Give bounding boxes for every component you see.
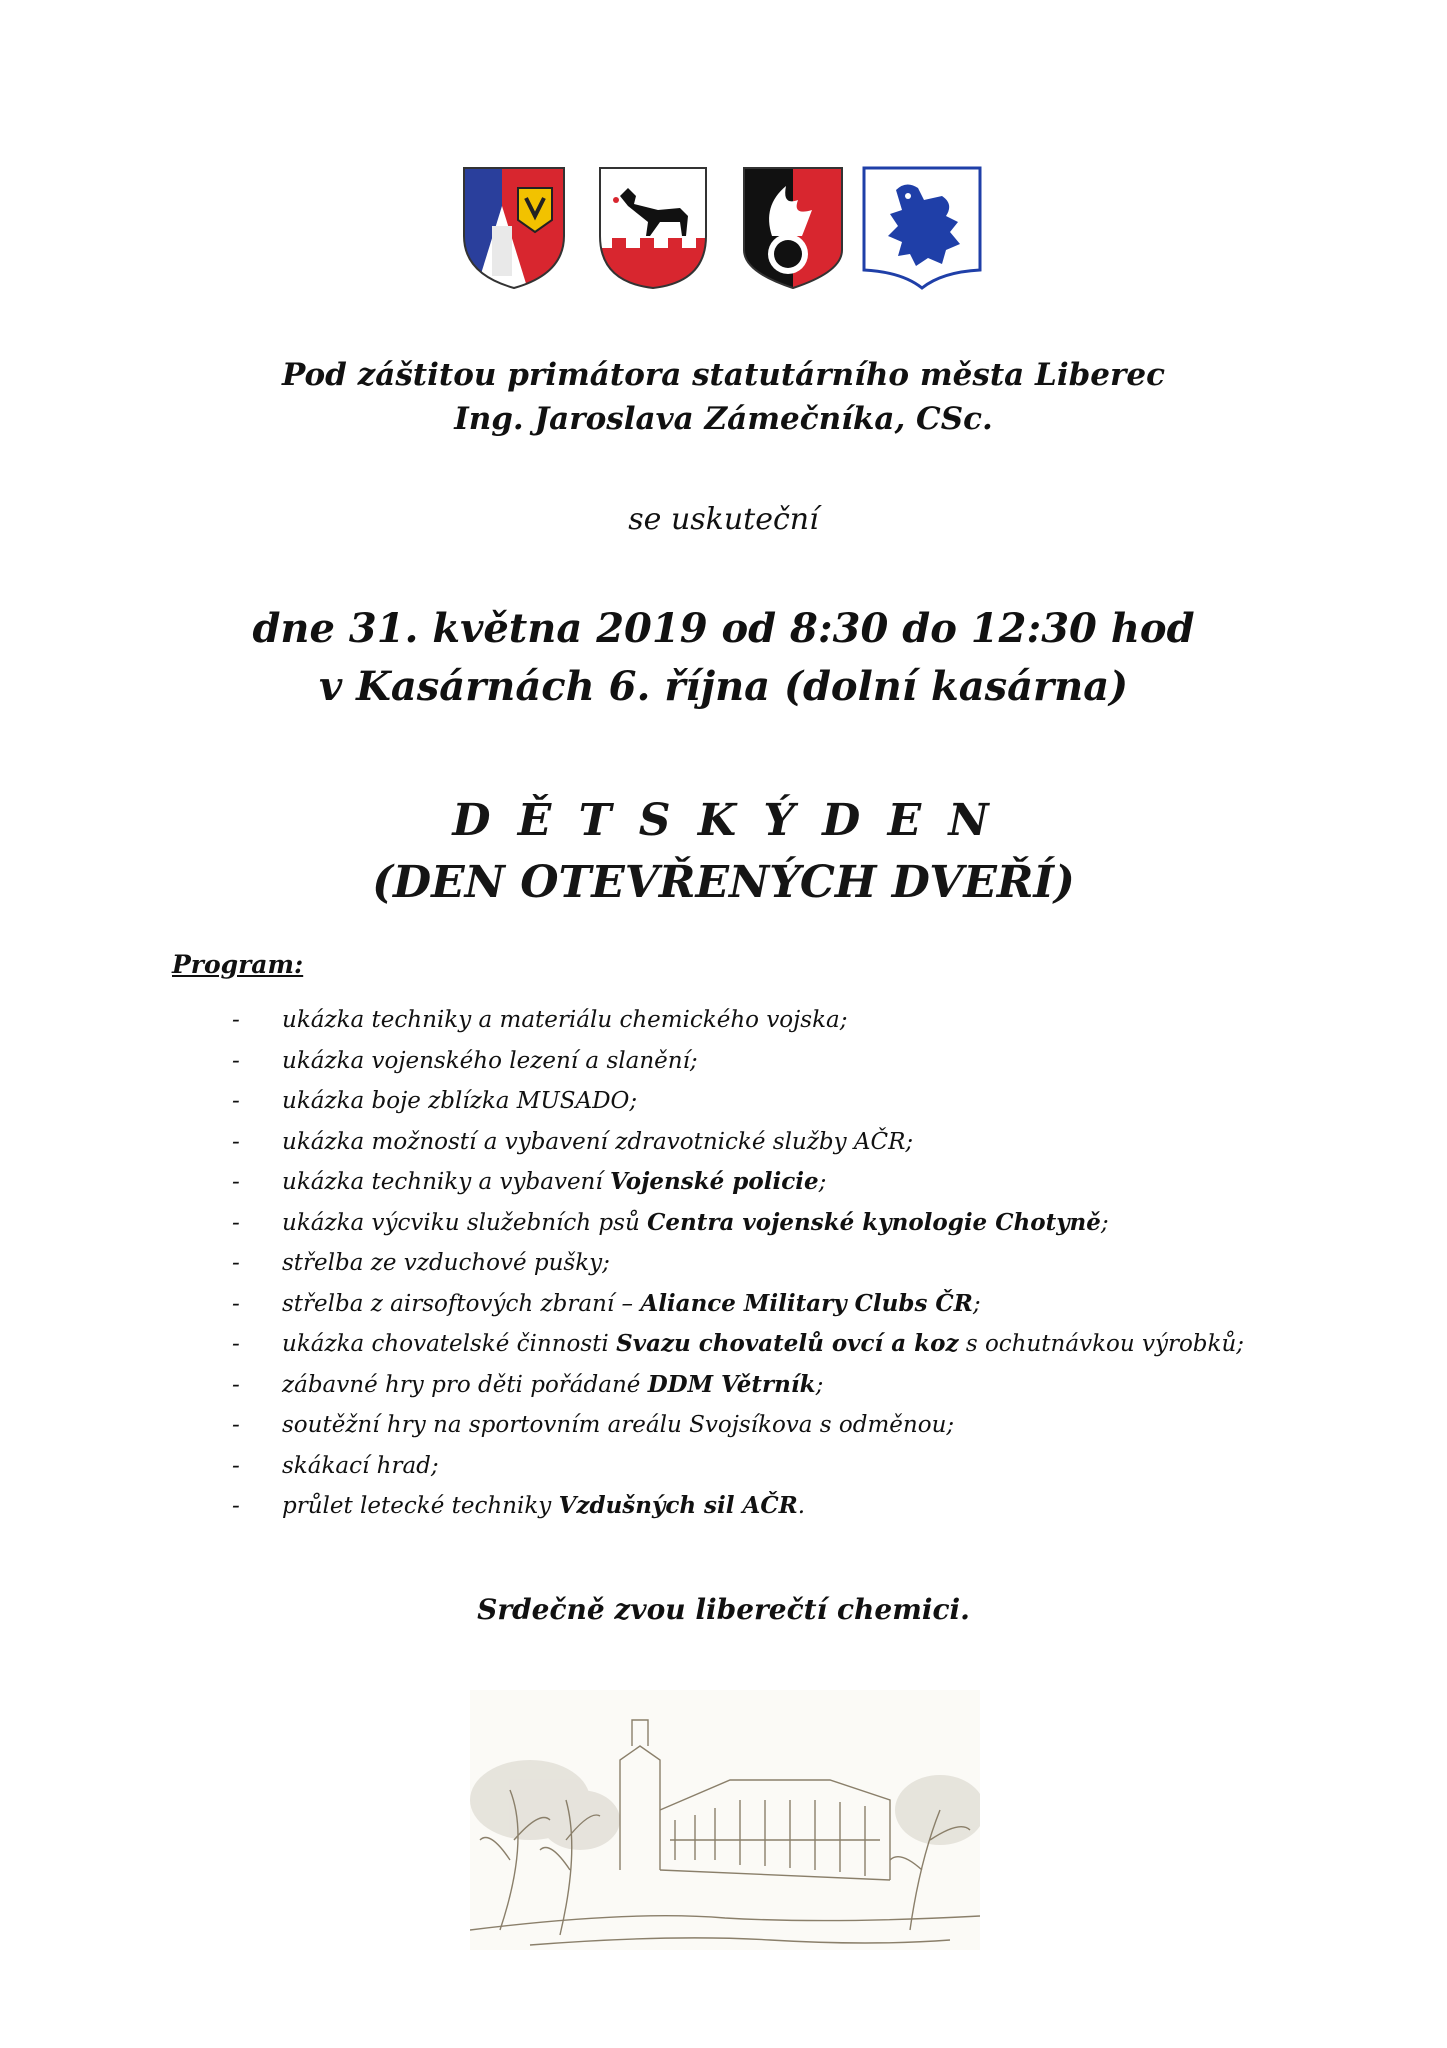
list-dash: -	[232, 1088, 240, 1114]
program-item-organizer: Vzdušných sil AČR	[558, 1492, 798, 1519]
list-dash: -	[232, 1371, 240, 1398]
event-place-line: v Kasárnách 6. října (dolní kasárna)	[318, 663, 1129, 710]
program-item-organizer: Aliance Military Clubs ČR	[640, 1289, 973, 1317]
list-dash: -	[232, 1128, 240, 1155]
program-item-main: zábavné hry pro děti pořádané	[282, 1371, 648, 1398]
program-item	[232, 1324, 1352, 1365]
event-date-line: dne 31. května 2019 od 8:30 do 12:30 hod	[252, 605, 1195, 652]
program-list	[232, 1000, 1352, 1527]
list-dash: -	[232, 1250, 240, 1276]
program-item-text	[282, 1284, 981, 1325]
dog-coat-of-arms-icon	[598, 166, 708, 290]
program-item-main: ukázka techniky a materiálu chemického vojska;	[282, 1007, 848, 1033]
liberec-lion-coat-of-arms-icon	[862, 166, 982, 290]
program-item-text	[282, 1122, 913, 1163]
list-dash: -	[232, 1331, 240, 1357]
program-item-suffix: ;	[972, 1290, 981, 1317]
program-item-main: ukázka boje zblízka MUSADO;	[282, 1088, 638, 1114]
program-item-text	[282, 1486, 805, 1527]
list-dash: -	[232, 1412, 240, 1438]
list-dash: -	[232, 1209, 240, 1236]
program-item	[232, 1041, 1352, 1082]
program-item-main: ukázka chovatelské činnosti	[282, 1331, 617, 1357]
program-item-text	[282, 1000, 848, 1041]
program-item-text	[282, 1041, 698, 1082]
grenade-flame-coat-of-arms-icon	[742, 166, 844, 290]
program-item-suffix: ;	[815, 1371, 824, 1398]
program-item-organizer: Centra vojenské kynologie Chotyně	[647, 1208, 1101, 1236]
patronage-block	[0, 353, 1447, 441]
program-item-suffix: ;	[818, 1169, 827, 1195]
program-item	[232, 1486, 1352, 1527]
program-item-organizer: DDM Větrník	[647, 1370, 816, 1398]
list-dash: -	[232, 1007, 240, 1033]
program-item	[232, 1203, 1352, 1244]
program-item-main: skákací hrad;	[282, 1452, 439, 1479]
event-title-line-1: D Ě T S K Ý D E N	[452, 795, 995, 846]
program-item	[232, 1243, 1352, 1284]
program-item-main: průlet letecké techniky	[282, 1493, 559, 1519]
program-item-main: ukázka vojenského lezení a slanění;	[282, 1047, 698, 1074]
program-item-suffix: ;	[1100, 1209, 1109, 1236]
program-item-main: střelba z airsoftových zbraní –	[282, 1290, 641, 1317]
program-item-text	[282, 1405, 954, 1446]
program-item-text	[282, 1203, 1109, 1244]
patronage-line-2: Ing. Jaroslava Zámečníka, CSc.	[454, 401, 993, 437]
program-item	[232, 1122, 1352, 1163]
program-item-main: ukázka techniky a vybavení	[282, 1169, 611, 1195]
list-dash: -	[232, 1169, 240, 1195]
program-item	[232, 1081, 1352, 1122]
program-item	[232, 1162, 1352, 1203]
program-item	[232, 1446, 1352, 1487]
happening-text: se uskuteční	[628, 502, 819, 537]
program-item-text	[282, 1446, 439, 1487]
program-item-organizer: Vojenské policie	[610, 1168, 819, 1195]
program-item-text	[282, 1162, 826, 1203]
list-dash: -	[232, 1047, 240, 1074]
invitation-text: Srdečně zvou liberečtí chemici.	[477, 1593, 970, 1626]
list-dash: -	[232, 1452, 240, 1479]
program-item	[232, 1365, 1352, 1406]
program-item	[232, 1284, 1352, 1325]
chemical-unit-coat-of-arms-icon	[462, 166, 566, 290]
program-item-text	[282, 1081, 637, 1122]
event-title-line-2: (DEN OTEVŘENÝCH DVEŘÍ)	[372, 857, 1075, 908]
program-item-text	[282, 1243, 610, 1284]
list-dash: -	[232, 1290, 240, 1317]
patronage-line-1: Pod záštitou primátora statutárního města Liberec	[282, 357, 1165, 393]
program-item-suffix: s ochutnávkou výrobků;	[958, 1331, 1245, 1357]
program-item-text	[282, 1365, 823, 1406]
program-item-text	[282, 1324, 1244, 1365]
program-item	[232, 1405, 1352, 1446]
event-title	[0, 790, 1447, 914]
program-item-organizer: Svazu chovatelů ovcí a koz	[616, 1330, 959, 1357]
program-item-main: ukázka možností a vybavení zdravotnické služby AČR;	[282, 1128, 914, 1155]
barracks-sketch-icon	[470, 1690, 980, 1950]
event-details	[0, 600, 1447, 716]
list-dash: -	[232, 1493, 240, 1519]
coats-of-arms-row	[462, 166, 982, 290]
program-item	[232, 1000, 1352, 1041]
program-item-main: střelba ze vzduchové pušky;	[282, 1250, 610, 1276]
program-item-main: ukázka výcviku služebních psů	[282, 1209, 648, 1236]
program-item-main: soutěžní hry na sportovním areálu Svojsíkova s odměnou;	[282, 1412, 955, 1438]
program-item-suffix: .	[797, 1493, 806, 1519]
program-heading: Program:	[172, 950, 304, 979]
